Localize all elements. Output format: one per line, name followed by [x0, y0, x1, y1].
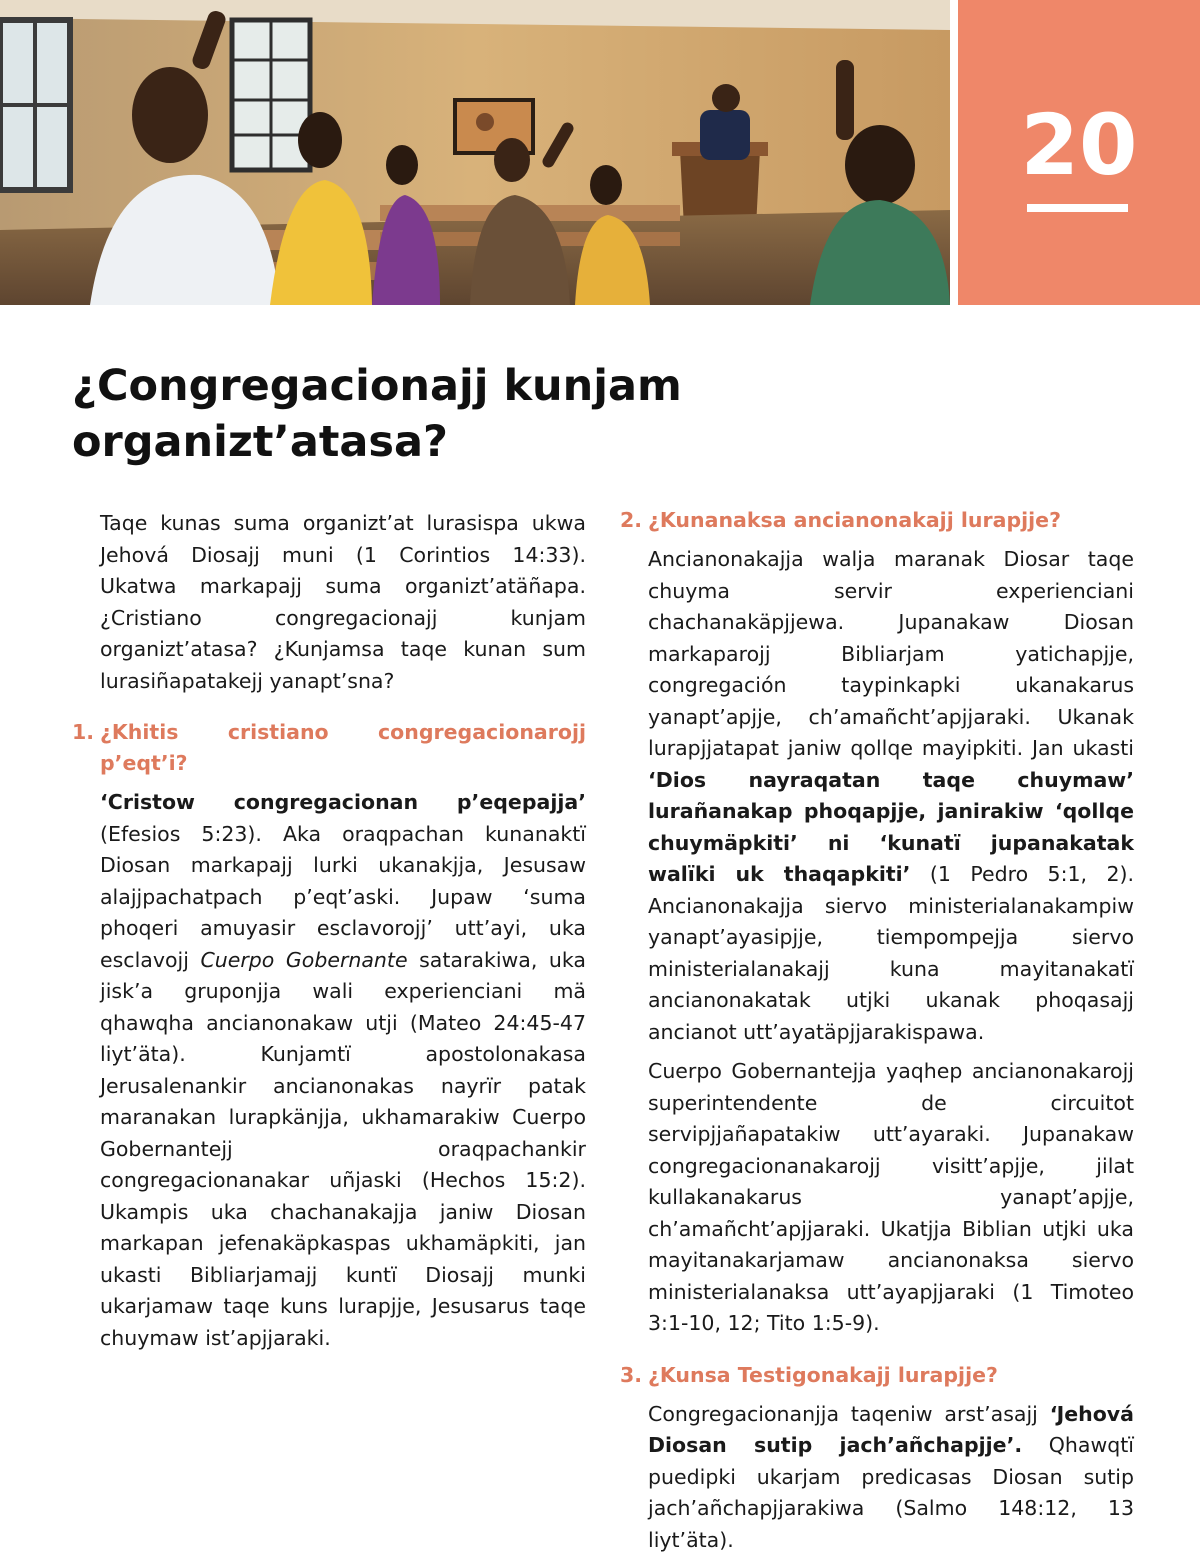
lesson-number-panel	[958, 0, 1200, 305]
answer-2-paragraph-1	[648, 544, 1134, 1048]
question-2-heading	[620, 505, 1134, 536]
answer-1-text-a: (Efesios 5:23). Aka oraqpachan kunanaktï Diosan markapajj lurki ukanakjja, Jesusaw alajjpachatpach p’eqt’aski. Jupaw ‘suma phoqeri amuyasir esclavorojj’ utt’ayi, uka esclavojj	[100, 821, 586, 972]
right-column	[620, 505, 1134, 1564]
answer-1-text-b: satarakiwa, uka jisk’a gruponjja wali experienciani mä qhawqha ancianonakaw utji (Mateo 24:45-47 liyt’äta). Kunjamtï apostolonakasa Jerusalenankir ancianonakas nayrïr patak maranakan lurapkänjja, ukhamarakiw Cuerpo Gobernantejj oraqpachankir congregacionanakar uñjaski (Hechos 15:2). Ukampis uka chachanakajja janiw Diosan markapan jefenakäpkaspas ukhamäpkiti, jan ukasti Bibliarjamajj kuntï Diosajj munki ukarjamaw taqe kuns lurapjje, Jesusarus taqe chuymaw ist’apjjaraki.	[100, 947, 586, 1350]
question-3-text: ¿Kunsa Testigonakajj lurapjje?	[648, 1362, 998, 1387]
answer-2-text-b: (1 Pedro 5:1, 2). Ancianonakajja siervo ministerialanakampiw yanapt’ayasipjje, tiempompejja siervo ministerialanakajj kuna mayitanakatï ancianonakatak utjki ukanak phoqasajj ancianot utt’ayatäpjjarakispawa.	[648, 862, 1134, 1044]
question-3-number: 3.	[620, 1362, 643, 1387]
page-title: ¿Congregacionajj kunjam organizt’atasa?	[72, 361, 682, 467]
answer-3-text-a: Congregacionanjja taqeniw arst’asajj	[648, 1401, 1050, 1426]
answer-1-bold: ‘Cristow congregacionan p’eqepajja’	[100, 790, 586, 814]
answer-3-bold: ‘Jehová Diosan sutip jach’añchapjje’.	[648, 1401, 1134, 1457]
question-2-text: ¿Kunanaksa ancianonakajj lurapjje?	[648, 508, 1061, 532]
left-column	[72, 505, 586, 1362]
question-1-number: 1.	[72, 720, 95, 744]
question-3-heading	[620, 1360, 1134, 1391]
answer-2-bold: ‘Dios nayraqatan taqe chuymaw’ lurañanakap phoqapjje, janirakiw ‘qollqe chuymäpkiti’ ni ‘kunatï jupanakatak walïki uk thaqapkiti’	[648, 767, 1134, 886]
answer-2-text-a: Ancianonakajja walja maranak Diosar taqe chuyma servir experienciani chachanakäpjjewa. Jupanakaw Diosan markaparojj Bibliarjam yatichapjje, congregación taypinkapki ukanakarus yanapt’apjje, ch’amañcht’apjjaraki. Ukanak lurapjjatapat janiw qollqe mayipkiti. Jan ukasti	[648, 547, 1134, 760]
question-1-heading	[72, 717, 586, 779]
header-photo	[0, 0, 950, 305]
answer-1-paragraph	[100, 787, 586, 1354]
answer-3-paragraph	[648, 1399, 1134, 1557]
intro-paragraph: Taqe kunas suma organizt’at lurasispa ukwa Jehová Diosajj muni (1 Corintios 14:33). Ukatwa markapajj suma organizt’atäñapa. ¿Cristiano congregacionajj kunjam organizt’atasa? ¿Kunjamsa taqe kunan sum lurasiñapatakejj yanapt’sna?	[100, 511, 586, 693]
question-1-text: ¿Khitis cristiano congregacionarojj p’eqt’i?	[100, 720, 586, 775]
congregation-meeting-illustration	[0, 0, 950, 305]
lesson-number-underline	[1027, 204, 1128, 212]
question-2-number: 2.	[620, 508, 643, 532]
answer-1-italic: Cuerpo Gobernante	[200, 947, 408, 972]
answer-2-paragraph-2: Cuerpo Gobernantejja yaqhep ancianonakarojj superintendente de circuitot servipjjañapatakiw utt’ayaraki. Jupanakaw congregacionanakarojj visitt’apjje, jilat kullakanakarus yanapt’apjje, ch’amañcht’apjjaraki. Ukatjja Biblian utjki uka mayitanakarjamaw ancianonaksa siervo ministerialanaksa utt’ayapjjaraki (1 Timoteo 3:1-10, 12; Tito 1:5-9).	[648, 1059, 1134, 1335]
answer-3-text-b: Qhawqtï puedipki ukarjam predicasas Diosan sutip jach’añchapjjarakiwa (Salmo 148:12, 13 liyt’äta).	[648, 1433, 1134, 1552]
lesson-number: 20	[1020, 96, 1138, 194]
